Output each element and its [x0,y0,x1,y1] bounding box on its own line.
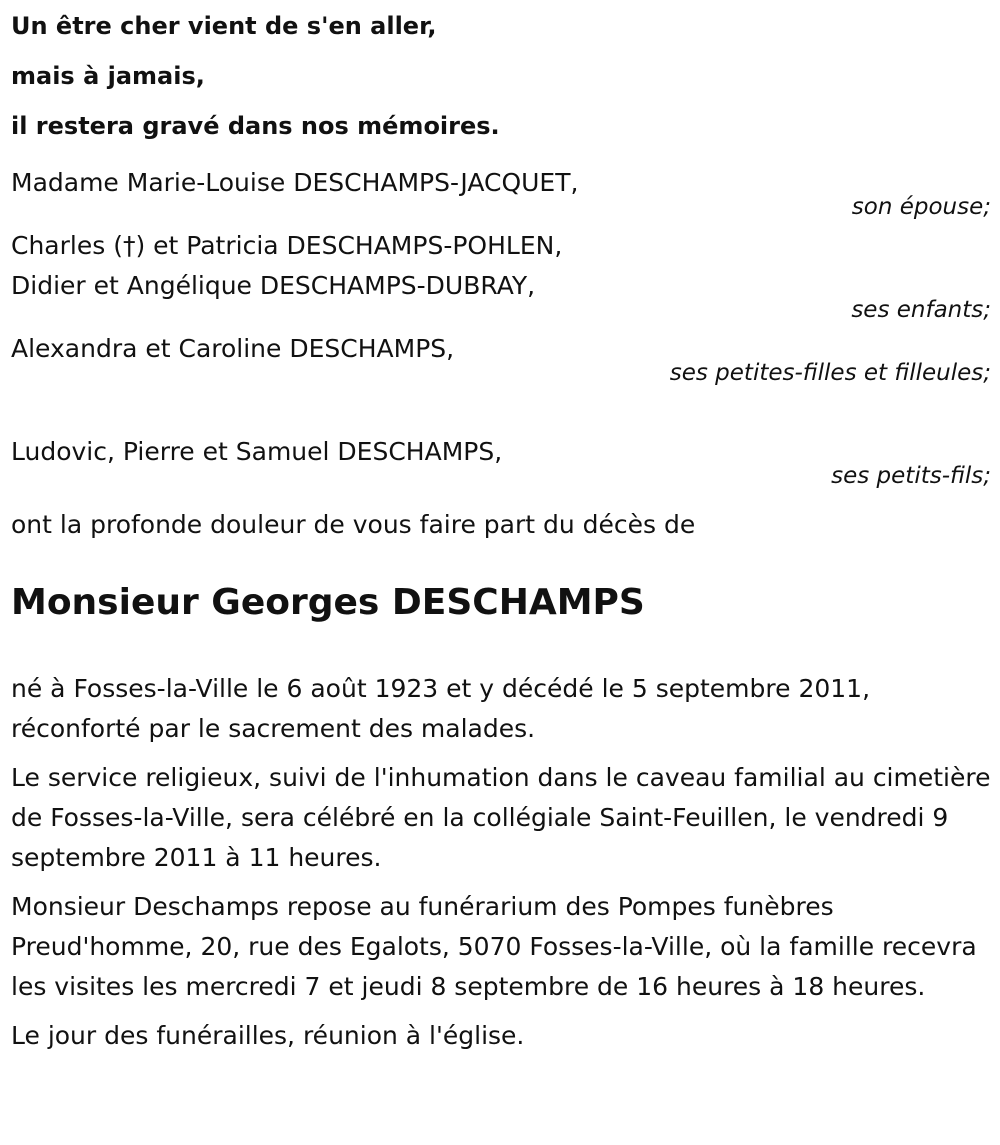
poem [11,1,991,151]
notice-body [11,669,991,1056]
family-relation: ses enfants; [851,297,991,323]
family-names: Didier et Angélique DESCHAMPS-DUBRAY, [11,271,536,300]
family-entry-granddaughters [11,329,991,432]
family-entry-grandsons [11,432,991,495]
family-names: Madame Marie-Louise DESCHAMPS-JACQUET, [11,168,579,197]
family-relation: son épouse; [851,194,991,220]
poem-line: Un être cher vient de s'en aller, [11,12,437,40]
paragraph-funerarium: Monsieur Deschamps repose au funérarium des Pompes funèbres Preud'homme, 20, rue des Egalots, 5070 Fosses-la-Ville, où la famille recevra les visites les mercredi 7 et jeudi 8 septembre de 16 heures à 18 heures. [11,892,977,1001]
paragraph-birth-death: né à Fosses-la-Ville le 6 août 1923 et y décédé le 5 septembre 2011, réconforté par le sacrement des malades. [11,674,871,743]
announcement-intro: ont la profonde douleur de vous faire part du décès de [11,510,696,539]
poem-line: mais à jamais, [11,62,205,90]
family-names: Ludovic, Pierre et Samuel DESCHAMPS, [11,437,503,466]
paragraph-service: Le service religieux, suivi de l'inhumation dans le caveau familial au cimetière de Fosses-la-Ville, sera célébré en la collégiale Saint-Feuillen, le vendredi 9 septembre 2011 à 11 heures. [11,763,991,872]
paragraph-meeting: Le jour des funérailles, réunion à l'église. [11,1021,525,1050]
family-entry-children [11,226,991,329]
family-relation: ses petites-filles et filleules; [669,360,991,386]
family-entry-spouse [11,163,991,226]
family-relation: ses petits-fils; [831,463,991,489]
family-names: Charles (†) et Patricia DESCHAMPS-POHLEN, [11,231,563,260]
poem-line: il restera gravé dans nos mémoires. [11,112,500,140]
deceased-name: Monsieur Georges DESCHAMPS [11,582,645,623]
obituary-notice [11,0,991,1065]
family-names: Alexandra et Caroline DESCHAMPS, [11,334,455,363]
family-list [11,163,991,495]
